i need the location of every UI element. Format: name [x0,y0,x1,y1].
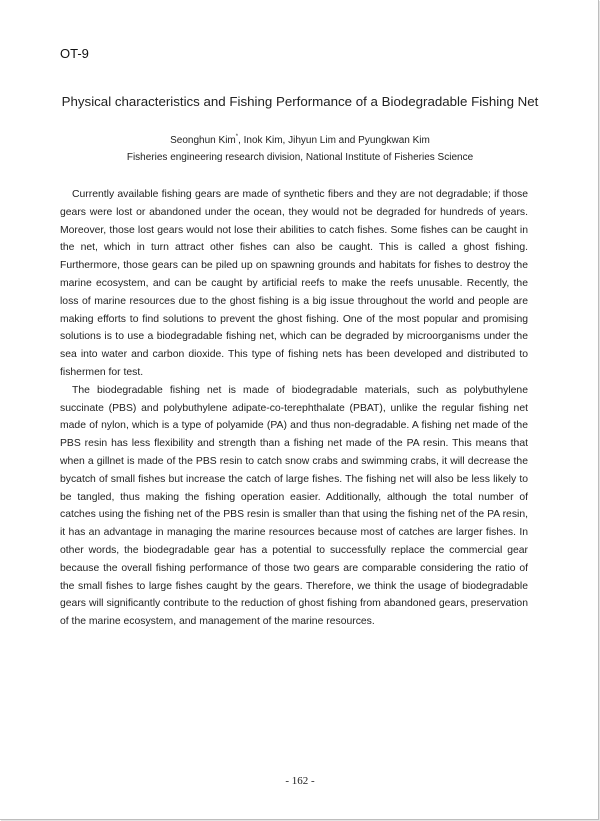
first-author: Seonghun Kim [170,135,236,146]
corresponding-author-mark: * [235,134,239,140]
abstract-paragraph: Currently available fishing gears are made of synthetic fibers and they are not degradable; if those gears were lost or abandoned under the ocean, they would not be degraded for hundreds of years. Moreover, those lost gears would not lose their abilities to catch fishes. Some fishes can be caught in the net, which in turn attract other fishes can also be caught. This is called a ghost fishing. Furthermore, those gears can be piled up on spawning grounds and habitats for fishes to destroy the marine ecosystem, and can be caught by artificial reefs to make the reefs unusable. Recently, the loss of marine resources due to the ghost fishing is a big issue throughout the world and people are making efforts to find solutions to prevent the ghost fishing. One of the most popular and promising solutions is to use a biodegradable fishing net, which can be degraded by microorganisms under the sea into water and carbon dioxide. This type of fishing nets has been developed and distributed to fishermen for test. [60,189,528,378]
author-list [60,135,540,146]
affiliation: Fisheries engineering research division, National Institute of Fisheries Science [126,152,474,163]
page-number: - 162 - [285,775,315,787]
paper-code: OT-9 [60,46,89,61]
abstract-paragraph: The biodegradable fishing net is made of biodegradable materials, such as polybuthylene succinate (PBS) and polybuthylene adipate-co-terephthalate (PBAT), unlike the regular fishing net made of nylon, which is a type of polyamide (PA) and thus non-degradable. A fishing net made of the PBS resin has less flexibility and strength than a fishing net made of the PA resin. This means that when a gillnet is made of the PBS resin to catch snow crabs and swimming crabs, it will decrease the bycatch of small fishes but increase the catch of large fishes. The fishing net will also be less likely to be tangled, thus making the fishing operation easier. Additionally, although the total number of catches using the fishing net of the PBS resin is smaller than that using the fishing net of the PA resin, it has an advantage in managing the marine resources because most of catches are larger fishes. In other words, the biodegradable gear has a potential to successfully replace the commercial gear because the overall fishing performance of those two gears are comparable considering the ratio of the small fishes to large fishes caught by the gears. Therefore, we think the usage of biodegradable gears will significantly contribute to the reduction of ghost fishing from abandoned gears, preservation of the marine ecosystem, and management of the marine resources. [60,384,528,628]
paper-title: Physical characteristics and Fishing Performance of a Biodegradable Fishing Net [61,94,539,109]
co-authors: , Inok Kim, Jihyun Lim and Pyungkwan Kim [238,135,430,146]
abstract-body [60,186,528,631]
